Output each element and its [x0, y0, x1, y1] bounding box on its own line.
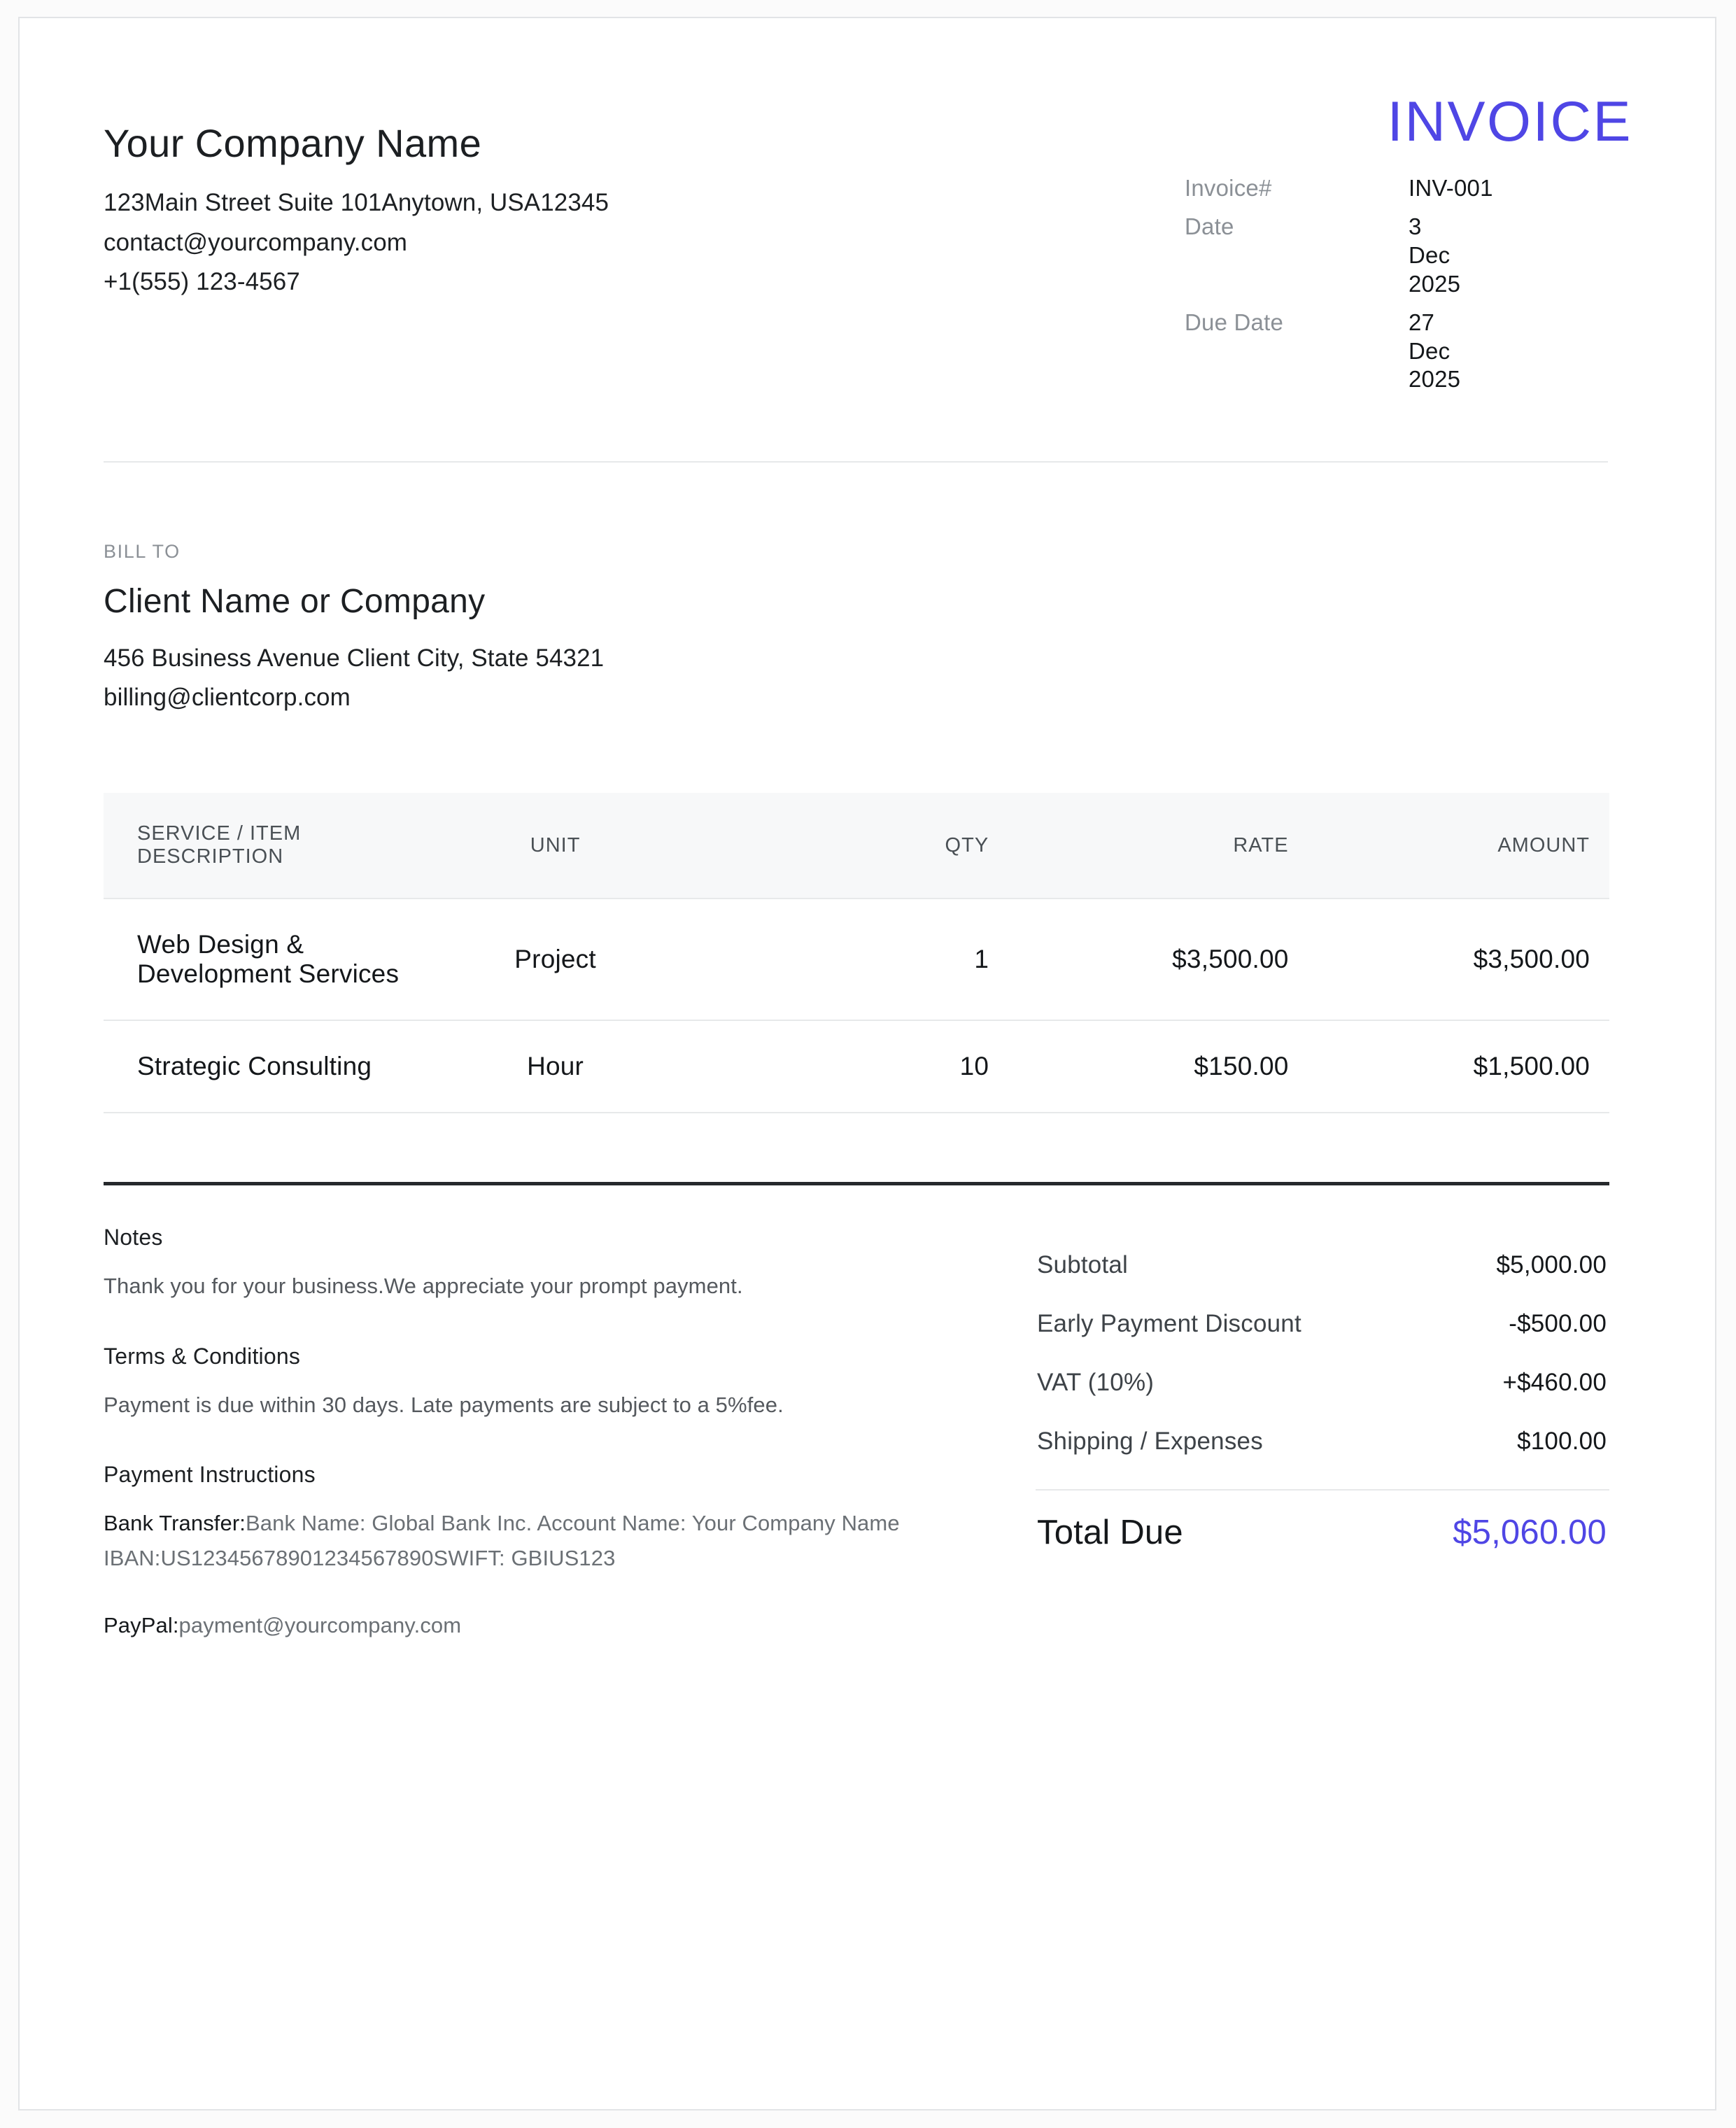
invoice-footer — [104, 1225, 1609, 1675]
bank-transfer-line — [104, 1506, 947, 1576]
totals-row-vat — [1036, 1353, 1609, 1412]
item-amount: $1,500.00 — [1308, 1020, 1609, 1113]
bank-transfer-label: Bank Transfer: — [104, 1510, 246, 1535]
paypal-line — [104, 1608, 947, 1643]
company-block — [104, 94, 1034, 302]
vat-value: +$460.00 — [1502, 1369, 1607, 1397]
table-row — [104, 1020, 1609, 1113]
bill-to-section — [104, 541, 1632, 717]
invoice-page — [18, 17, 1716, 2111]
item-unit: Hour — [404, 1020, 705, 1113]
invoice-due-date-label: Due Date — [1185, 309, 1284, 335]
invoice-meta-block — [1185, 90, 1632, 404]
invoice-due-date-value: 27 Dec 2025 — [1409, 309, 1461, 393]
column-header-amount: AMOUNT — [1308, 793, 1609, 899]
table-header-row — [104, 793, 1609, 899]
totals-row-shipping — [1036, 1412, 1609, 1471]
bank-transfer-value: Bank Name: Global Bank Inc. Account Name: Your Company Name IBAN:US12345678901234567890SWIFT: GBIUS123 — [104, 1510, 900, 1570]
meta-row-due-date — [1185, 309, 1632, 395]
subtotal-value: $5,000.00 — [1496, 1251, 1607, 1279]
item-description: Web Design & Development Services — [104, 899, 404, 1020]
company-email: contact@yourcompany.com — [104, 228, 408, 256]
invoice-number-label: Invoice# — [1185, 175, 1272, 201]
notes-body: Thank you for your business.We appreciate your prompt payment. — [104, 1274, 743, 1299]
company-phone: +1(555) 123-4567 — [104, 268, 300, 296]
client-email: billing@clientcorp.com — [104, 684, 351, 712]
footer-left-column — [104, 1225, 964, 1675]
invoice-date-label: Date — [1185, 213, 1234, 239]
notes-title: Notes — [104, 1225, 163, 1250]
paypal-value: payment@yourcompany.com — [178, 1613, 462, 1638]
line-items-table — [104, 793, 1609, 1113]
invoice-date-value: 3 Dec 2025 — [1409, 213, 1461, 297]
shipping-value: $100.00 — [1517, 1428, 1607, 1456]
table-row — [104, 899, 1609, 1020]
client-address: 456 Business Avenue Client City, State 54321 — [104, 644, 605, 672]
column-header-rate: RATE — [1007, 793, 1308, 899]
total-due-label: Total Due — [1037, 1514, 1183, 1552]
discount-value: -$500.00 — [1509, 1310, 1607, 1338]
terms-title: Terms & Conditions — [104, 1343, 301, 1369]
grand-total-divider — [1036, 1489, 1609, 1491]
total-due-value: $5,060.00 — [1453, 1514, 1607, 1552]
invoice-number-value: INV-001 — [1409, 175, 1493, 201]
item-qty: 1 — [706, 899, 1007, 1020]
totals-row-subtotal — [1036, 1236, 1609, 1295]
terms-body: Payment is due within 30 days. Late payments are subject to a 5%fee. — [104, 1392, 784, 1417]
shipping-label: Shipping / Expenses — [1037, 1428, 1263, 1456]
discount-label: Early Payment Discount — [1037, 1310, 1301, 1338]
client-name: Client Name or Company — [104, 583, 486, 621]
column-header-unit: UNIT — [404, 793, 705, 899]
meta-row-date — [1185, 213, 1632, 299]
column-header-description: SERVICE / ITEM DESCRIPTION — [104, 793, 404, 899]
table-body — [104, 899, 1609, 1113]
item-amount: $3,500.00 — [1308, 899, 1609, 1020]
invoice-title: INVOICE — [1387, 90, 1632, 153]
totals-row-discount — [1036, 1295, 1609, 1353]
vat-label: VAT (10%) — [1037, 1369, 1155, 1397]
payment-instructions-title: Payment Instructions — [104, 1461, 316, 1487]
company-name: Your Company Name — [104, 121, 482, 165]
paypal-label: PayPal: — [104, 1613, 179, 1638]
totals-panel — [1036, 1225, 1609, 1675]
item-unit: Project — [404, 899, 705, 1020]
item-description: Strategic Consulting — [104, 1020, 404, 1113]
column-header-qty: QTY — [706, 793, 1007, 899]
table-head — [104, 793, 1609, 899]
item-rate: $3,500.00 — [1007, 899, 1308, 1020]
totals-divider — [104, 1182, 1609, 1185]
meta-row-invoice-number — [1185, 174, 1632, 203]
item-qty: 10 — [706, 1020, 1007, 1113]
totals-row-grand — [1036, 1498, 1609, 1567]
subtotal-label: Subtotal — [1037, 1251, 1129, 1279]
invoice-header — [104, 90, 1632, 404]
bill-to-kicker: BILL TO — [104, 541, 181, 563]
invoice-content — [104, 90, 1632, 1675]
item-rate: $150.00 — [1007, 1020, 1308, 1113]
header-divider — [104, 461, 1608, 463]
company-address: 123Main Street Suite 101Anytown, USA12345 — [104, 189, 609, 217]
